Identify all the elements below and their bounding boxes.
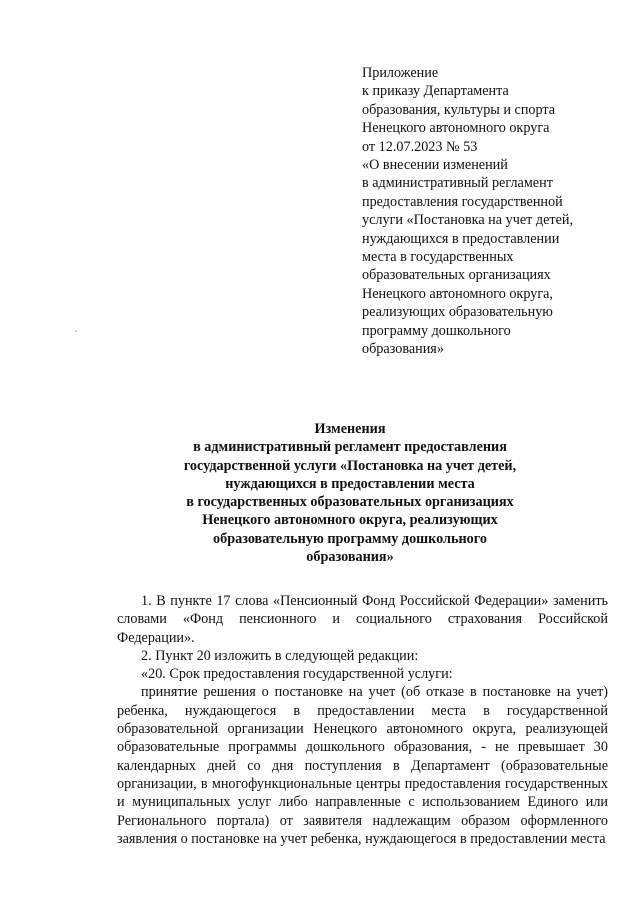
appendix-line: услуги «Постановка на учет детей,: [362, 212, 574, 229]
heading-line: Ненецкого автономного округа, реализующих: [202, 512, 498, 529]
appendix-line: Приложение: [362, 65, 439, 81]
body-paragraph: «20. Срок предоставления государственной услуги:: [141, 666, 453, 683]
body-paragraph: 1. В пункте 17 слова «Пенсионный Фонд Российской Федерации» заменить словами «Фонд пенсионного и социального страхования Российской Федерации».: [117, 593, 608, 646]
appendix-line: к приказу Департамента: [362, 83, 509, 100]
appendix-line: реализующих образовательную: [362, 304, 553, 321]
heading-line: в административный регламент предоставления: [193, 439, 507, 456]
appendix-line: предоставления государственной: [362, 193, 563, 210]
heading-line: в государственных образовательных организациях: [186, 494, 514, 511]
heading-line: нуждающихся в предоставлении места: [225, 475, 475, 492]
appendix-line: образовательных организациях: [362, 267, 551, 284]
body-paragraph: принятие решения о постановке на учет (об отказе в постановке на учет) ребенка, нуждающегося в предоставлении места в государственной образовательной организации Ненецкого автономного округа, реализующей образовательные программы дошкольного образования, - не превышает 30 календарных дней со дня поступления в Департамент (образовательные организации, в многофункциональные центры предоставления государственных и муниципальных услуг либо направленные с использованием Единого или Регионального портала) от заявителя надлежащим образом оформленного заявления о постановке на учет ребенка, нуждающегося в предоставлении места: [117, 684, 608, 847]
appendix-line: образования, культуры и спорта: [362, 101, 556, 118]
appendix-line: в административный регламент: [362, 175, 553, 192]
document-heading: [100, 420, 600, 566]
document-body: [117, 592, 608, 848]
appendix-line: образования»: [362, 341, 444, 358]
appendix-line: нуждающихся в предоставлении: [362, 230, 560, 247]
appendix-line: Ненецкого автономного округа: [362, 120, 550, 137]
appendix-line: места в государственных: [362, 249, 514, 266]
appendix-block: [362, 64, 622, 359]
heading-line: образовательную программу дошкольного: [213, 530, 487, 547]
scan-speck: [75, 330, 77, 332]
body-paragraph: 2. Пункт 20 изложить в следующей редакции:: [141, 647, 419, 664]
appendix-line: Ненецкого автономного округа,: [362, 285, 553, 302]
appendix-line: программу дошкольного: [362, 322, 511, 339]
heading-line: государственной услуги «Постановка на учет детей,: [183, 457, 517, 474]
appendix-line: «О внесении изменений: [362, 157, 508, 174]
appendix-line: от 12.07.2023 № 53: [362, 138, 478, 155]
heading-line: Изменения: [314, 421, 386, 437]
heading-line: образования»: [306, 549, 394, 566]
